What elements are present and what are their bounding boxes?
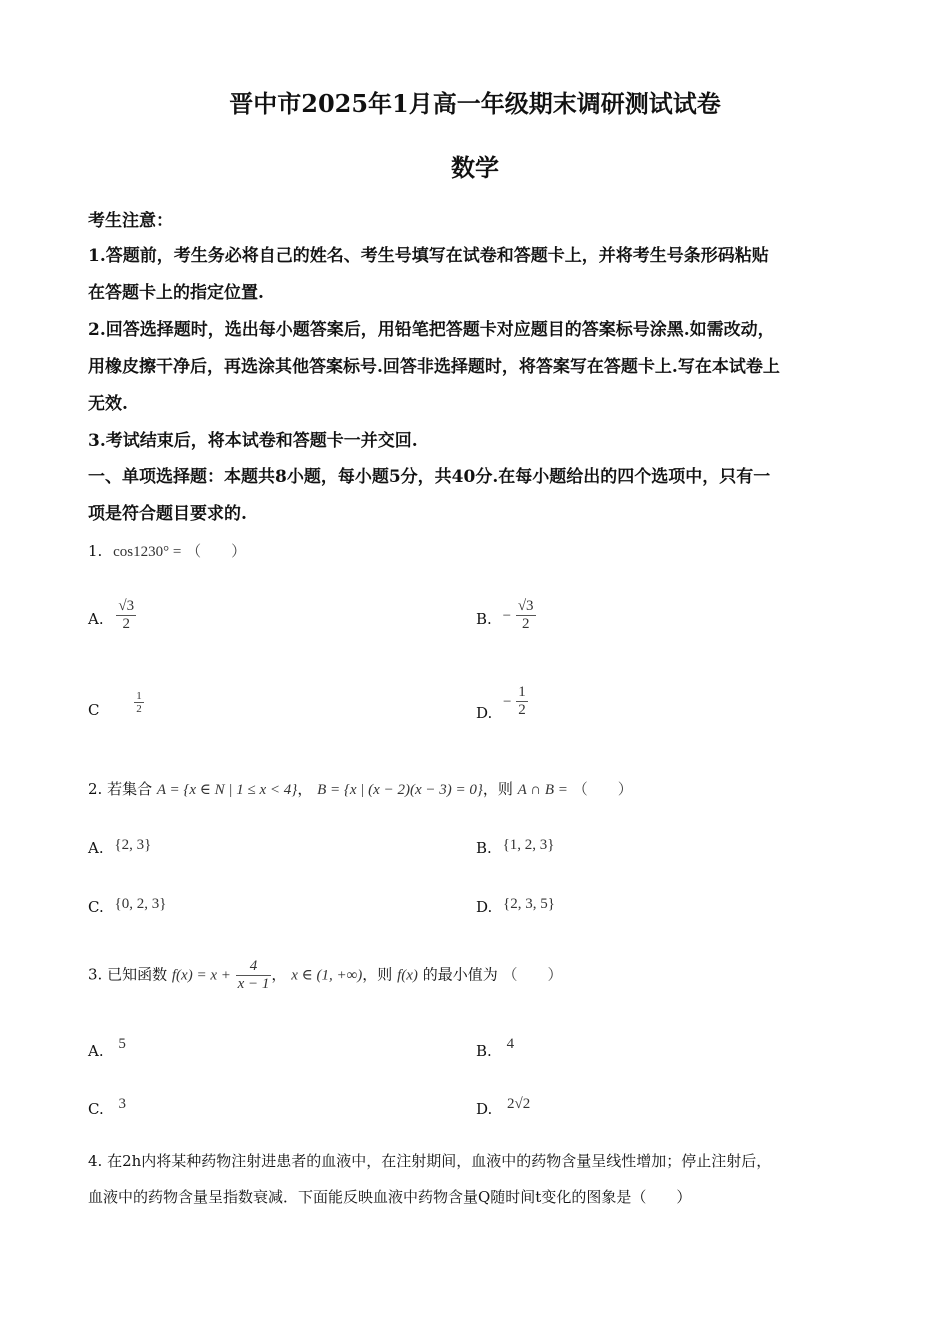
question-expression: A ∩ B = (517, 782, 568, 798)
notice-line: 2.回答选择题时，选出每小题答案后，用铅笔把答题卡对应题目的答案标号涂黑.如需改动， (88, 320, 775, 340)
option-value: {2, 3, 5} (503, 896, 555, 912)
option-value: 2√2 (507, 1096, 531, 1112)
function-definition: f(x) = x + (171, 967, 231, 984)
option-b[interactable] (476, 835, 555, 857)
fraction: $\frac{1}{2}$ (136, 690, 142, 715)
option-b[interactable] (476, 1034, 515, 1060)
answer-paren: （ ） (502, 965, 563, 984)
option-a[interactable] (88, 598, 136, 633)
option-a[interactable] (88, 835, 152, 857)
notice-line: 无效. (88, 394, 128, 414)
option-value: {1, 2, 3} (502, 837, 555, 853)
question-expression: cos1230° = (113, 544, 182, 560)
option-value: {2, 3} (114, 837, 152, 853)
fraction: $\frac{4}{x - 1}$ (237, 958, 270, 992)
question-4: 4. 在2h内将某种药物注射进患者的血液中，在注射期间，血液中的药物含量呈线性增加；停止注射后， (88, 1152, 772, 1170)
question-number: 2. (88, 780, 103, 798)
fraction: $\frac{√3}{2}$ (118, 598, 135, 632)
option-label: B. (476, 1042, 492, 1060)
notice-line: 用橡皮擦干净后，再选涂其他答案标号.回答非选择题时，将答案写在答题卡上.写在本试卷上 (88, 357, 780, 377)
option-label: D. (476, 703, 493, 722)
answer-paren: （ ） (572, 780, 633, 798)
question-text: 若集合 (107, 780, 153, 798)
option-c[interactable] (88, 1094, 126, 1118)
question-3: 3. 已知函数 f(x) = x + $\frac{4}{x - 1}$ ， x ∈ (1, +∞)，则 f(x) 的最小值为 （ ） (88, 958, 563, 992)
question-text: 已知函数 (107, 965, 168, 984)
option-label: A. (88, 1042, 104, 1060)
option-label: B. (476, 839, 492, 857)
set-a: A = {x ∈ N | 1 ≤ x < 4} (156, 782, 298, 798)
option-value: 3 (118, 1096, 126, 1112)
notice-heading: 考生注意： (88, 211, 173, 231)
option-label: D. (476, 1100, 493, 1118)
option-d[interactable]: D. − $\frac{1}{2}$ (476, 684, 526, 722)
question-2: 2. 若集合 A = {x ∈ N | 1 ≤ x < 4}， B = {x | (x − 2)(x − 3) = 0}，则 A ∩ B = （ ） (88, 780, 633, 798)
answer-paren: （ ） (186, 542, 247, 560)
option-label: C. (88, 898, 104, 916)
option-value: 4 (506, 1036, 515, 1052)
option-d[interactable] (476, 1094, 531, 1118)
option-label: A. (88, 609, 104, 628)
question-1 (88, 540, 246, 561)
notice-line: 在答题卡上的指定位置. (88, 283, 264, 303)
section-heading-cont: 项是符合题目要求的. (88, 504, 247, 524)
notice-line: 1.答题前，考生务必将自己的姓名、考生号填写在试卷和答题卡上，并将考生号条形码粘贴 (88, 246, 769, 266)
option-label: A. (88, 839, 104, 857)
option-c[interactable] (88, 690, 144, 719)
option-a[interactable] (88, 1034, 126, 1060)
question-number: 1. (88, 542, 103, 560)
option-label: C (88, 700, 100, 719)
option-c[interactable] (88, 894, 167, 916)
set-b: B = {x | (x − 2)(x − 3) = 0} (317, 782, 483, 798)
option-d[interactable] (476, 894, 555, 916)
option-b[interactable]: B. − $\frac{√3}{2}$ (476, 598, 534, 632)
option-value: 5 (118, 1036, 126, 1052)
section-heading: 一、单项选择题：本题共8小题，每小题5分，共40分.在每小题给出的四个选项中，只有一 (88, 467, 771, 487)
fraction: $\frac{√3}{2}$ (517, 598, 534, 632)
option-label: C. (88, 1100, 104, 1118)
question-number: 3. (88, 965, 103, 984)
option-label: B. (476, 609, 492, 628)
notice-line: 3.考试结束后，将本试卷和答题卡一并交回. (88, 431, 418, 451)
question-4-cont: 血液中的药物含量呈指数衰减．下面能反映血液中药物含量Q随时间t变化的图象是（ ） (88, 1188, 692, 1206)
option-label: D. (476, 898, 493, 916)
domain: x ∈ (1, +∞) (291, 967, 363, 984)
page-title: 晋中市2025年1月高一年级期末调研测试试卷 (229, 89, 721, 118)
option-value: {0, 2, 3} (114, 896, 167, 912)
fraction: $\frac{1}{2}$ (518, 684, 526, 718)
subject-title: 数学 (451, 153, 499, 182)
